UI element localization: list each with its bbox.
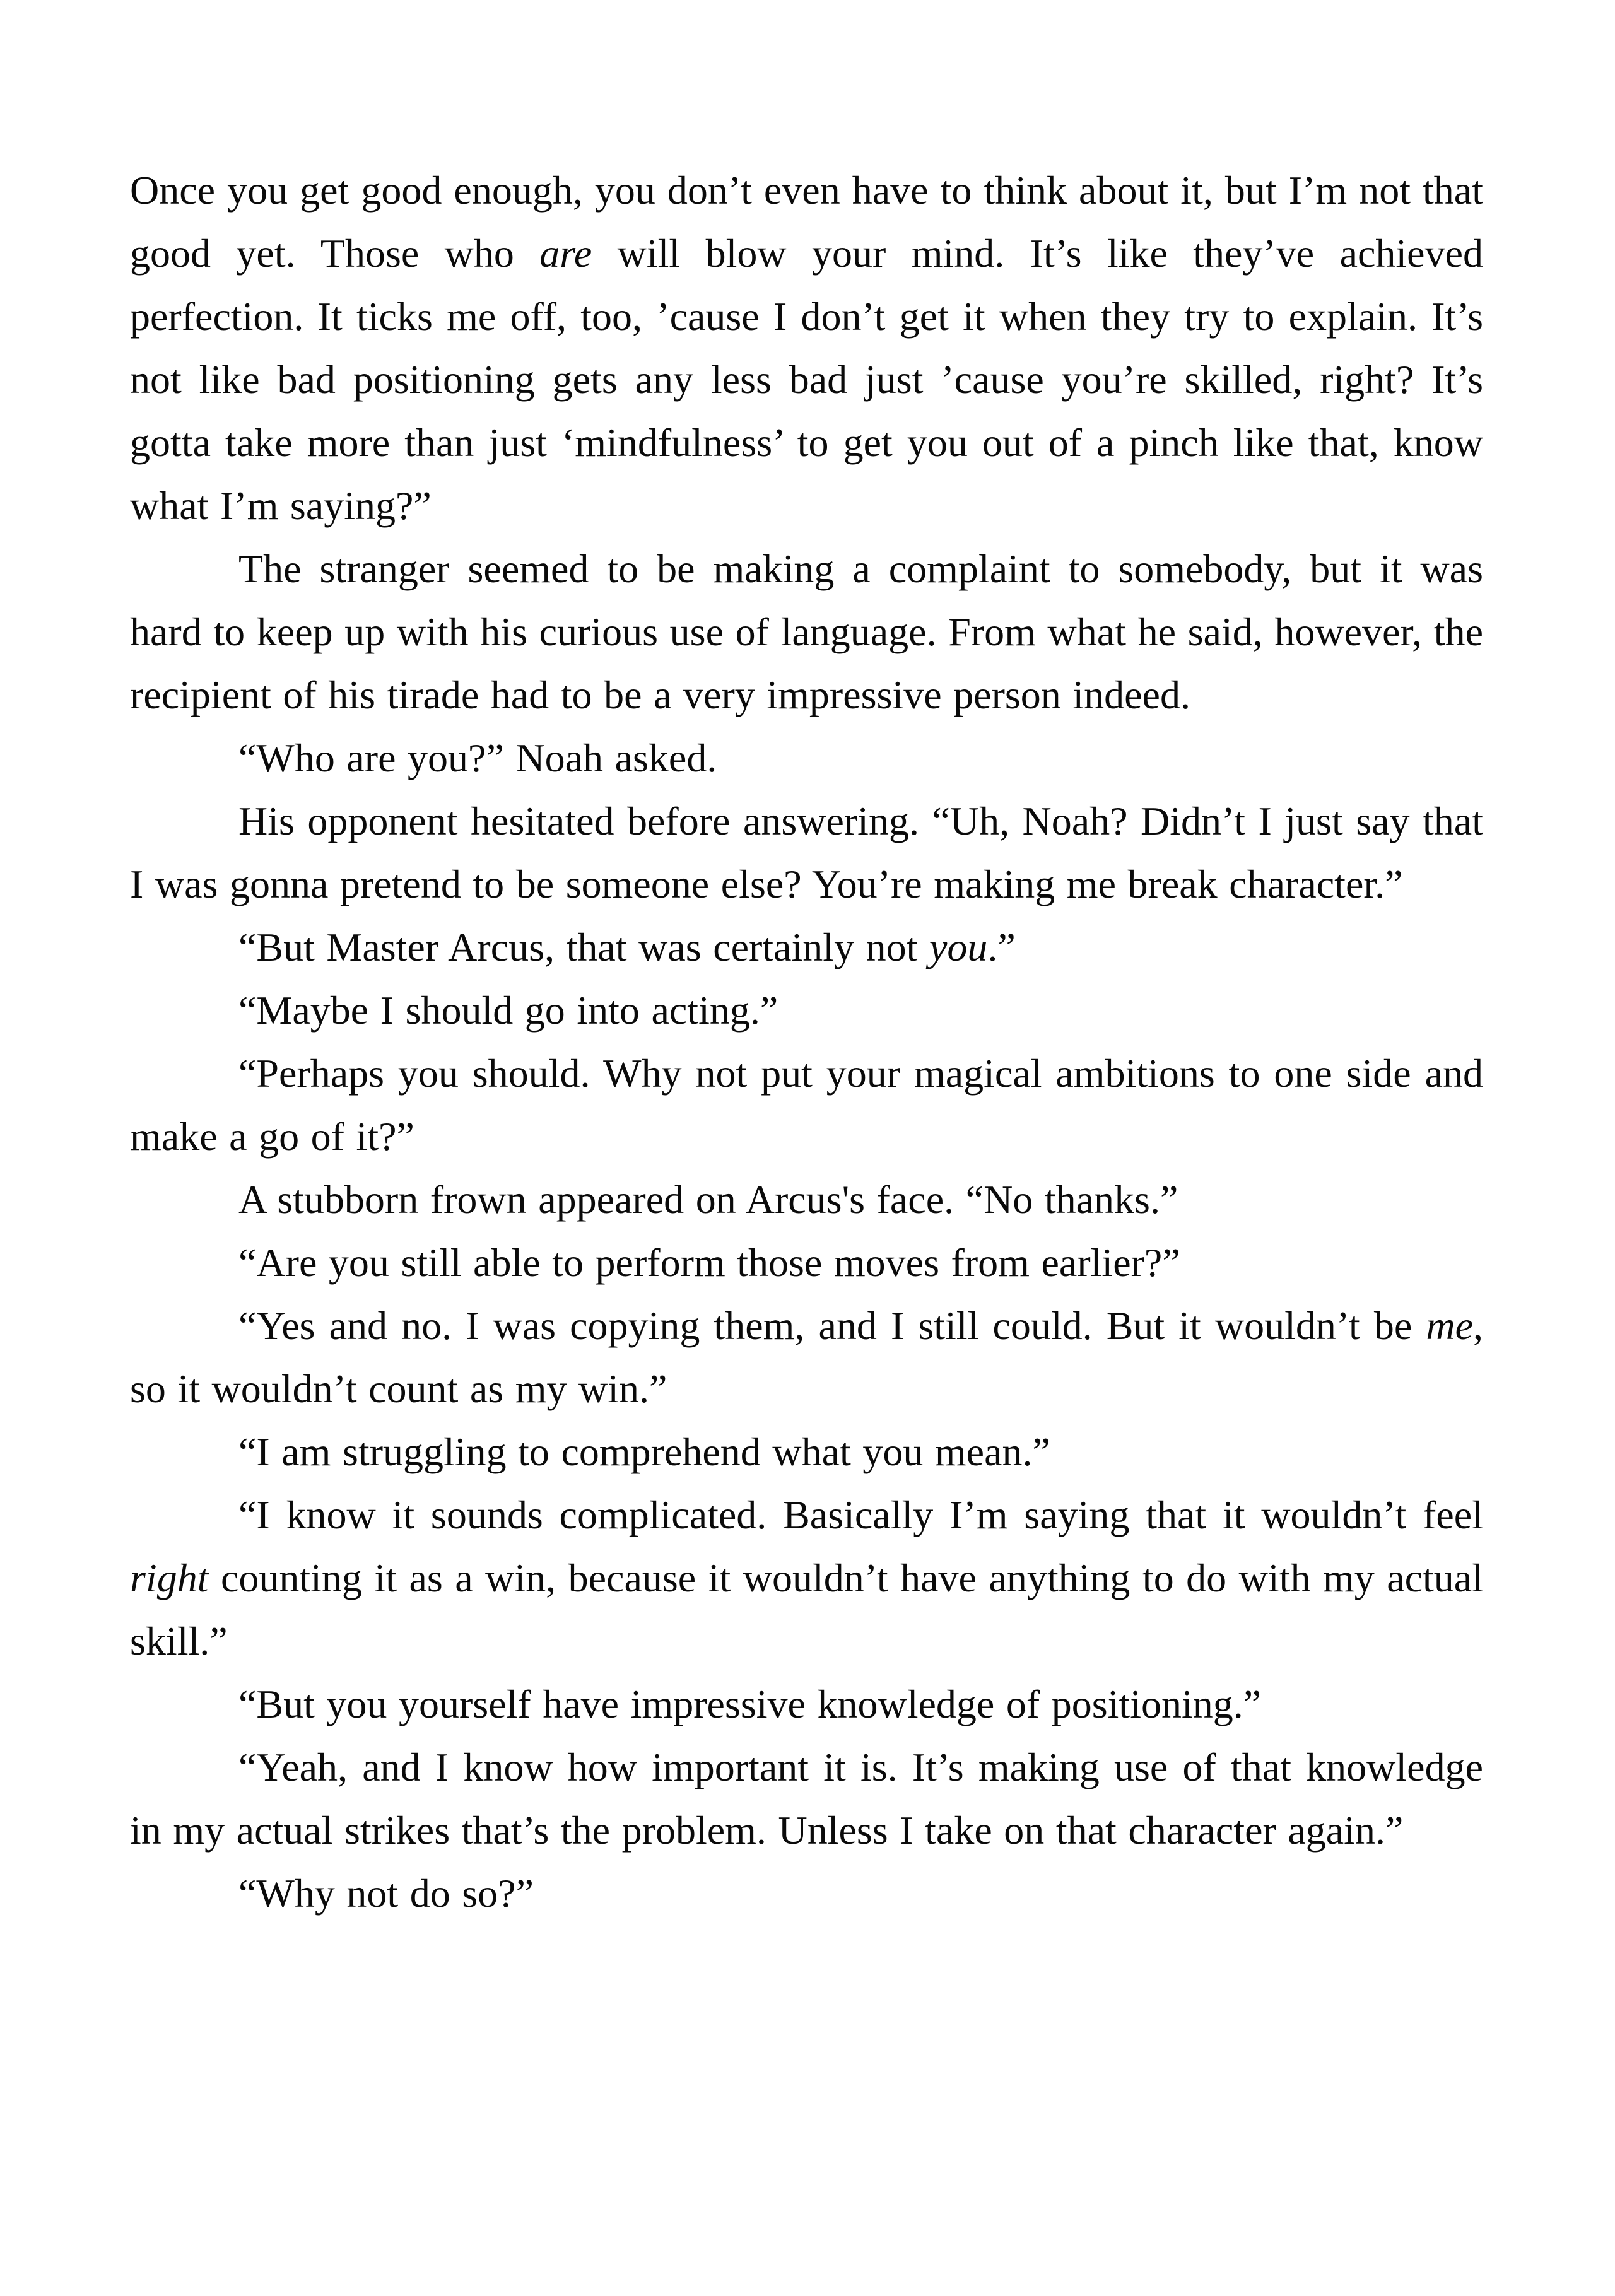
- paragraph: [130, 1168, 1483, 1231]
- paragraph: [130, 790, 1483, 916]
- text-segment: “I know it sounds complicated. Basically I’m saying that it wouldn’t feel: [238, 1492, 1483, 1537]
- paragraph: [130, 1420, 1483, 1484]
- paragraph: [130, 537, 1483, 727]
- paragraph: [130, 1673, 1483, 1736]
- paragraph: [130, 727, 1483, 790]
- italic-text-segment: me: [1426, 1303, 1473, 1348]
- text-segment: His opponent hesitated before answering. “Uh, Noah? Didn’t I just say that I was gonna pretend to be someone else? You’re making me break character.”: [130, 799, 1483, 906]
- paragraph: [130, 1231, 1483, 1294]
- text-segment: Once you get good enough, you don’t even have to think about it, but I’m not that good yet. Those who: [130, 168, 1483, 276]
- italic-text-segment: you: [929, 925, 988, 969]
- text-segment: “But Master Arcus, that was certainly not: [238, 925, 929, 969]
- text-segment: “Maybe I should go into acting.”: [238, 988, 778, 1033]
- text-segment: “But you yourself have impressive knowledge of positioning.”: [238, 1682, 1262, 1726]
- text-segment: will blow your mind. It’s like they’ve achieved perfection. It ticks me off, too, ’cause I don’t get it when they try to explain. It’s not like bad positioning gets any less bad just ’cause you’re skilled, right? It’s gotta take more than just ‘mindfulness’ to get you out of a pinch like that, know what I’m saying?”: [130, 231, 1483, 528]
- paragraph: [130, 1042, 1483, 1168]
- text-segment: “Who are you?” Noah asked.: [238, 735, 717, 780]
- paragraph: [130, 1484, 1483, 1673]
- italic-text-segment: are: [539, 231, 592, 276]
- paragraph: [130, 979, 1483, 1042]
- text-segment: , so it wouldn’t count as my win.”: [130, 1303, 1483, 1411]
- text-segment: .”: [987, 925, 1016, 969]
- text-segment: “Yes and no. I was copying them, and I still could. But it wouldn’t be: [238, 1303, 1426, 1348]
- page-text: [130, 159, 1483, 1925]
- paragraph: [130, 159, 1483, 537]
- italic-text-segment: right: [130, 1555, 209, 1600]
- text-segment: counting it as a win, because it wouldn’t have anything to do with my actual skill.”: [130, 1555, 1483, 1663]
- text-segment: “I am struggling to comprehend what you mean.”: [238, 1429, 1050, 1474]
- text-segment: “Are you still able to perform those moves from earlier?”: [238, 1240, 1180, 1285]
- text-segment: A stubborn frown appeared on Arcus's face. “No thanks.”: [238, 1177, 1178, 1222]
- text-segment: “Yeah, and I know how important it is. It’s making use of that knowledge in my actual strikes that’s the problem. Unless I take on that character again.”: [130, 1745, 1483, 1853]
- text-segment: “Perhaps you should. Why not put your magical ambitions to one side and make a go of it?”: [130, 1051, 1483, 1159]
- paragraph: [130, 1862, 1483, 1925]
- text-segment: The stranger seemed to be making a complaint to somebody, but it was hard to keep up with his curious use of language. From what he said, however, the recipient of his tirade had to be a very impressive person indeed.: [130, 546, 1483, 717]
- text-segment: “Why not do so?”: [238, 1871, 534, 1916]
- paragraph: [130, 916, 1483, 979]
- paragraph: [130, 1736, 1483, 1862]
- paragraph: [130, 1294, 1483, 1420]
